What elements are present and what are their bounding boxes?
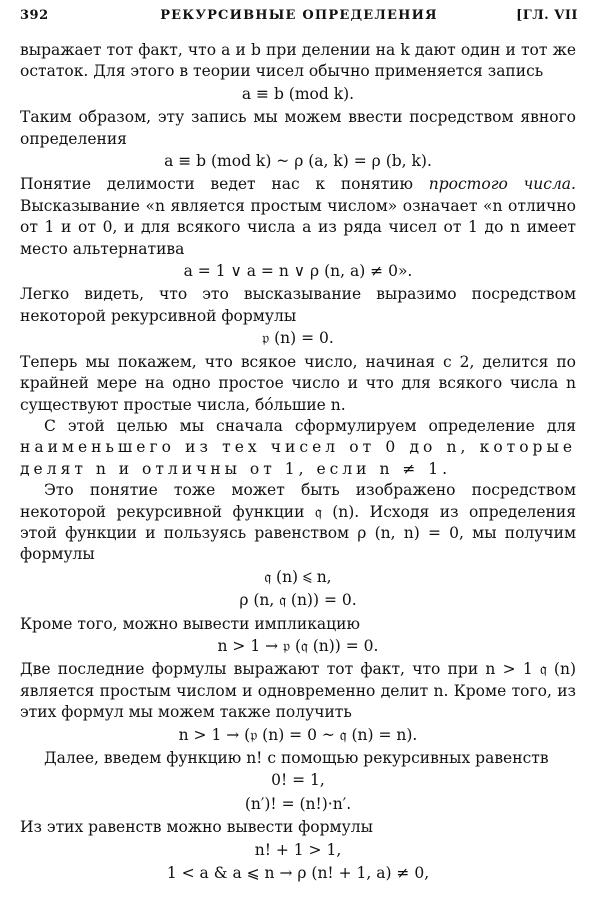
paragraph: Теперь мы покажем, что всякое число, начиная с 2, делится по крайней мере на одно простое число и что для всякого числа n существуют простые числа, бóльшие n. xyxy=(20,352,576,414)
paragraph: Две последние формулы выражают тот факт, что при n > 1 𝔮 (n) является простым числом и одновременно делит n. Кроме того, из этих формул мы можем также получить xyxy=(20,660,576,722)
formula-factorial-base: 0! = 1, xyxy=(271,771,325,790)
paragraph: Из этих равенств можно вывести формулы xyxy=(20,818,373,837)
running-title: РЕКУРСИВНЫЕ ОПРЕДЕЛЕНИЯ xyxy=(160,8,438,23)
formula-implication: n > 1 → 𝔭 (𝔮 (n)) = 0. xyxy=(217,636,379,655)
formula-alternative: a = 1 ∨ a = n ∨ ρ (n, a) ≠ 0». xyxy=(183,262,413,281)
formula-q-le-n: 𝔮 (n) ⩽ n, xyxy=(264,567,332,586)
page-number: 392 xyxy=(20,8,49,23)
paragraph: Далее, введем функцию n! с помощью рекурсивных равенств xyxy=(44,749,549,767)
emphasis-prime-number: простого числа. xyxy=(428,175,576,194)
formula-factorial-step: (n′)! = (n!)·n′. xyxy=(244,794,352,813)
paragraph: Кроме того, можно вывести импликацию xyxy=(20,614,360,633)
formula-factorial-gt: n! + 1 > 1, xyxy=(254,840,342,859)
paragraph: выражает тот факт, что a и b при делении на k дают один и тот же остаток. Для этого в теории чисел обычно применяется запись xyxy=(20,41,576,81)
formula-prime-predicate: 𝔭 (n) = 0. xyxy=(262,329,334,348)
formula-factorial-divisor: 1 < a & a ⩽ n → ρ (n! + 1, a) ≠ 0, xyxy=(166,864,430,883)
formula-congruence-definition: a ≡ b (mod k) ~ ρ (a, k) = ρ (b, k). xyxy=(164,152,432,171)
spaced-definition: наименьшего из тех чисел от 0 до n, которые делят n и отличны от 1, если n ≠ 1. xyxy=(20,438,576,478)
formula-congruence: a ≡ b (mod k). xyxy=(241,84,355,103)
running-header xyxy=(20,6,578,28)
paragraph: Это понятие тоже может быть изображено посредством некоторой рекурсивной функции 𝔮 (n). Исходя из определения этой функции и пользуясь равенством ρ (n, n) = 0, мы получим формулы xyxy=(20,481,576,564)
paragraph: Легко видеть, что это высказывание выразимо посредством некоторой рекурсивной формулы xyxy=(20,285,576,325)
paragraph-prime: Понятие делимости ведет нас к понятию простого числа. Высказывание «n является простым числом» означает «n отлично от 1 и от 0, и для всякого числа a из ряда чисел от 1 до n имеет место альтернатива xyxy=(20,175,576,258)
paragraph-least-divisor: С этой целью мы сначала сформулируем определение для наименьшего из тех чисел от 0 до n, которые делят n и отличны от 1, если n ≠ 1. xyxy=(20,416,576,478)
formula-rho-zero: ρ (n, 𝔮 (n)) = 0. xyxy=(239,591,357,610)
paragraph: Таким образом, эту запись мы можем ввести посредством явного определения xyxy=(20,108,576,148)
formula-equivalence: n > 1 → (𝔭 (n) = 0 ~ 𝔮 (n) = n). xyxy=(178,725,418,744)
body-text xyxy=(20,40,576,886)
chapter-label: [ГЛ. VII xyxy=(516,8,578,23)
